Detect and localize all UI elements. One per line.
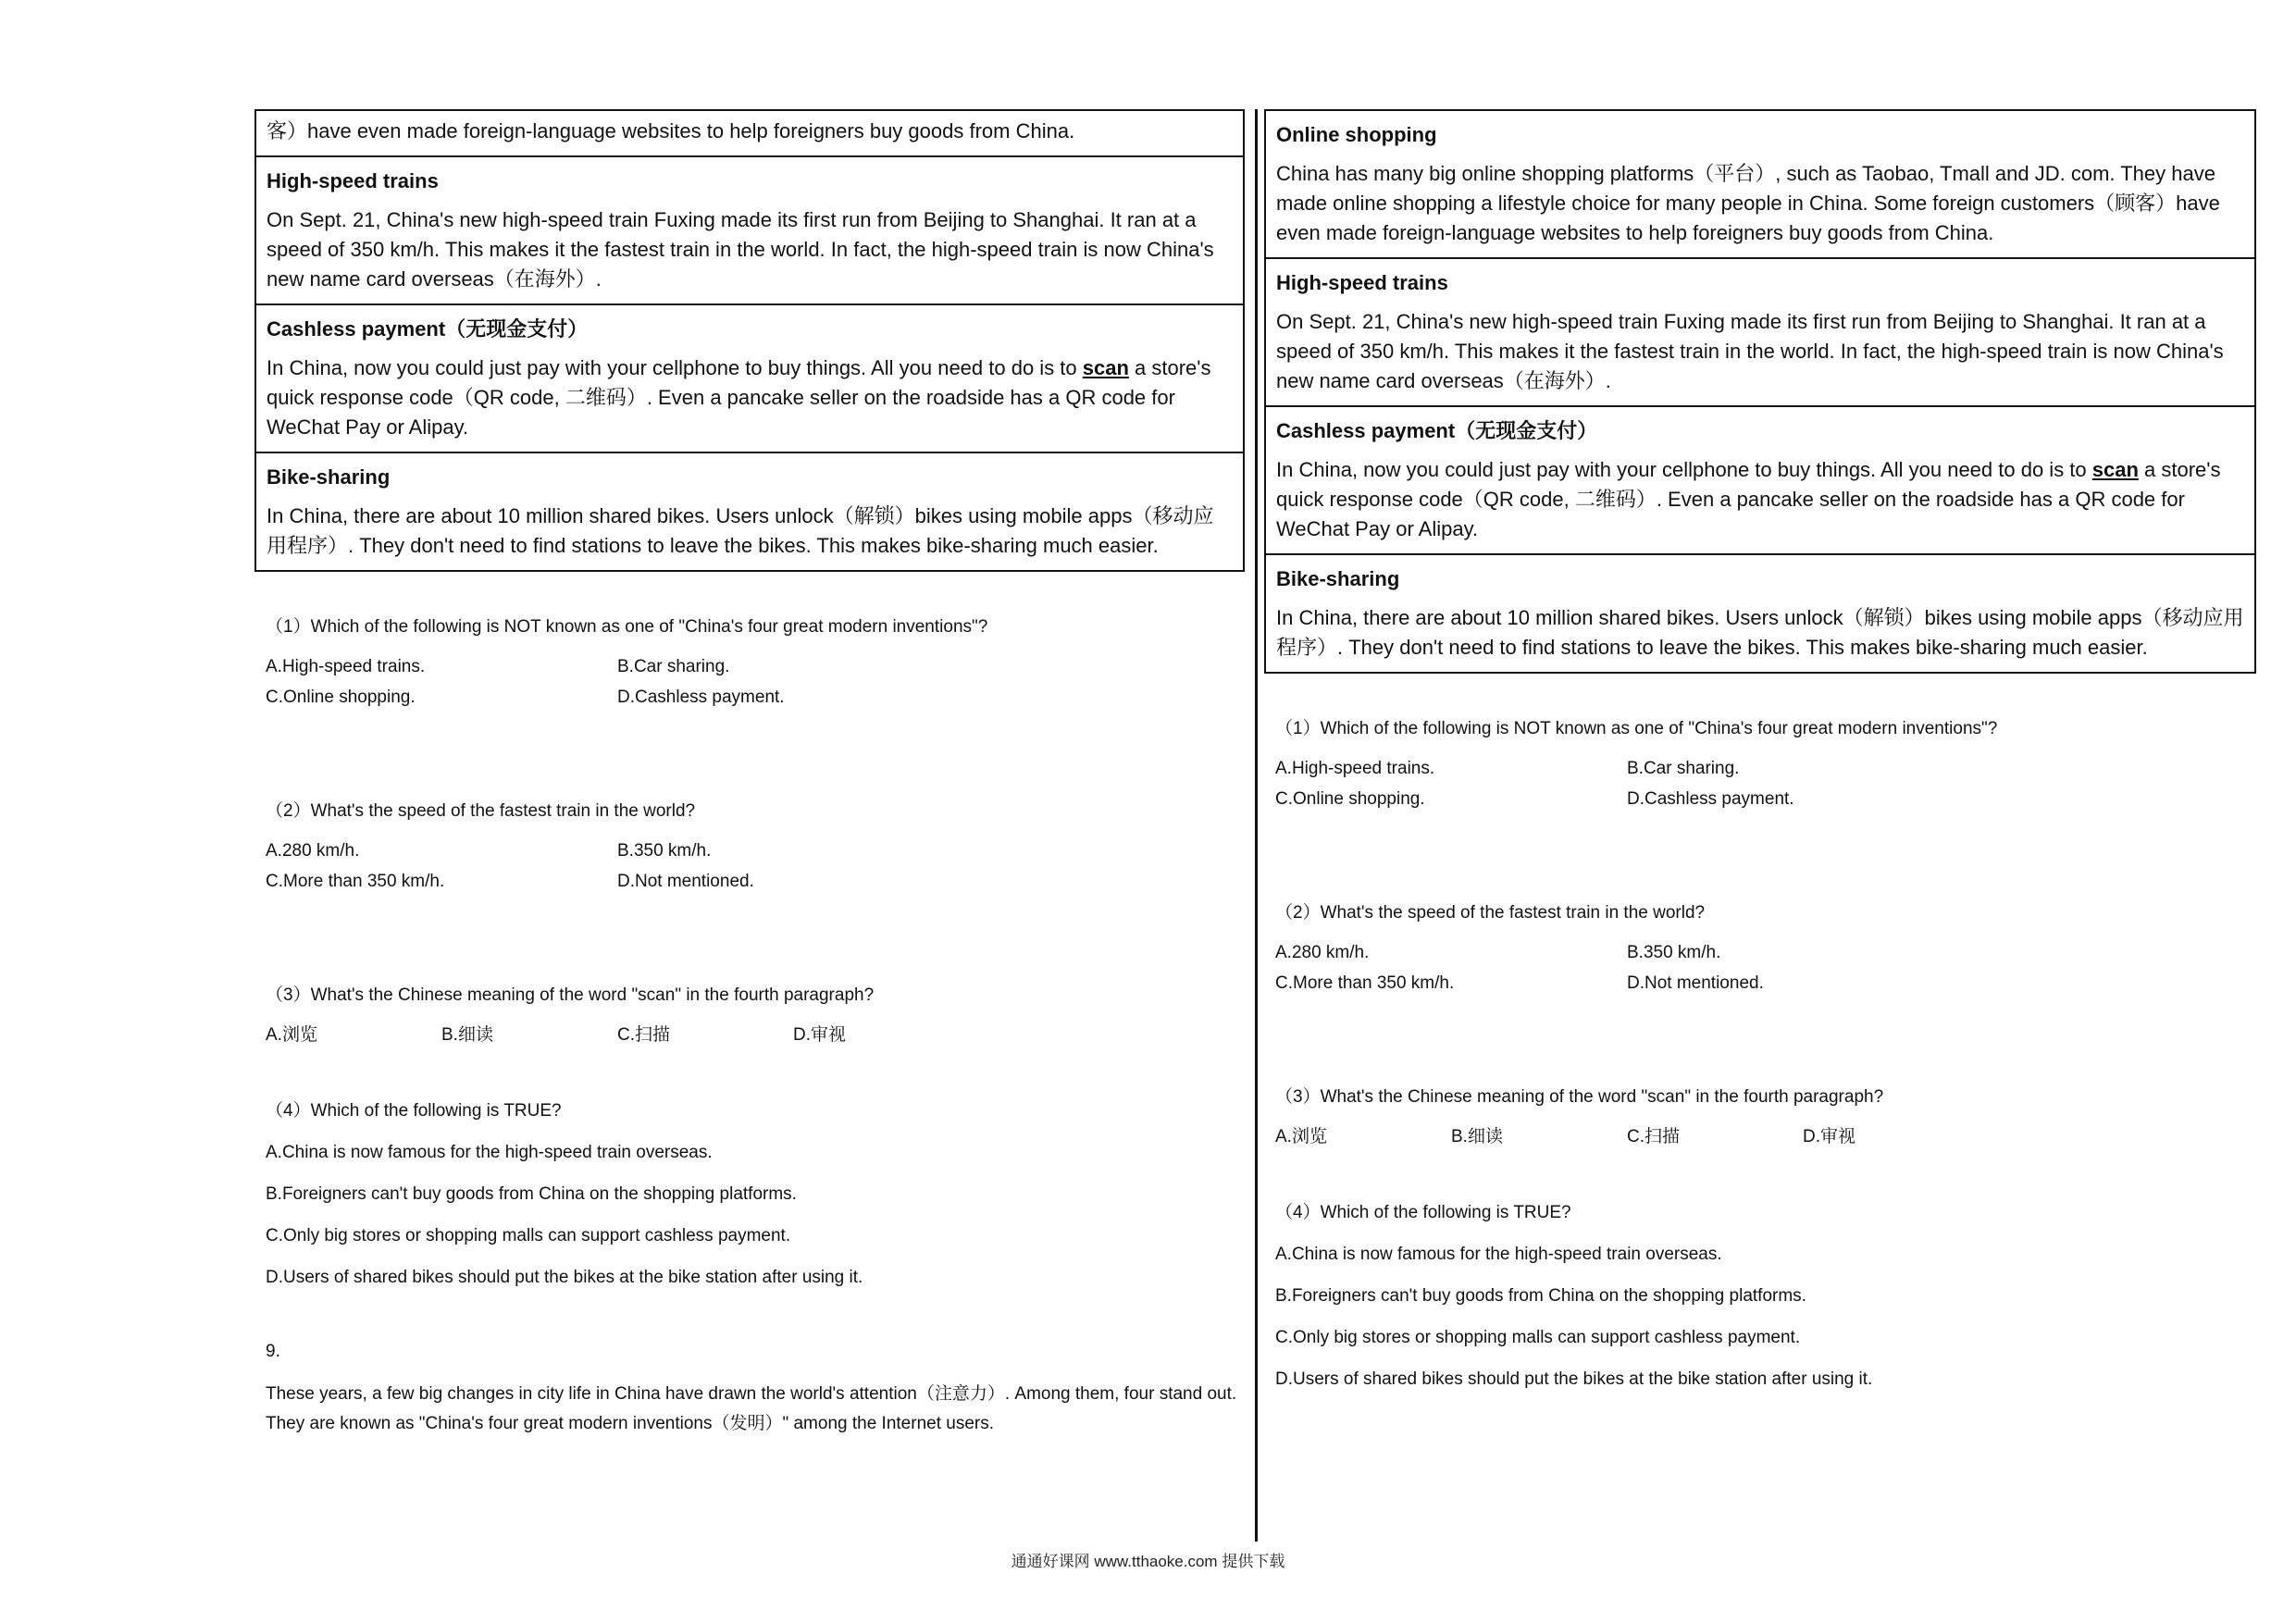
question-2-stem: （2）What's the speed of the fastest train in the world? [266,801,696,821]
passage-cell-bike [256,453,1243,570]
q3-option-d-right: D.审视 [1803,1127,1856,1146]
bike-text-right: In China, there are about 10 million shared bikes. Users unlock（解锁）bikes using mobile apps（移动应用程序）. They don't need to find stations to leave the bikes. This makes bike-sharing much easier. [1276,606,2244,659]
cashless-heading: Cashless payment（无现金支付） [267,317,589,341]
passage-cell-continuation [256,111,1243,157]
scan-word: scan [1082,356,1129,379]
q2-option-a-right: A.280 km/h. [1275,943,1370,962]
item-9-number: 9. [266,1342,280,1361]
cashless-text-end-right: a store's quick response code（QR code, 二维码）. Even a pancake seller on the roadside has a QR code for WeChat Pay or Alipay. [1276,458,2221,540]
question-4-right [1275,1199,2256,1394]
question-1-right [1275,715,2256,813]
q1-option-d-right: D.Cashless payment. [1627,789,1794,809]
q2-option-b-right: B.350 km/h. [1627,943,1721,962]
question-4 [266,1097,1245,1292]
passage-box [254,109,1245,572]
q3-option-b: B.细读 [441,1025,493,1045]
q4-option-d-right: D.Users of shared bikes should put the bikes at the bike station after using it. [1275,1369,1873,1389]
q3-option-a: A.浏览 [266,1025,317,1045]
q4-option-d: D.Users of shared bikes should put the bikes at the bike station after using it. [266,1268,863,1287]
q4-option-b: B.Foreigners can't buy goods from China on the shopping platforms. [266,1184,797,1204]
q4-option-c-right: C.Only big stores or shopping malls can support cashless payment. [1275,1328,1801,1347]
question-3-options-right [1275,1123,2256,1151]
question-4-stem-right: （4）Which of the following is TRUE? [1275,1203,1571,1222]
q3-option-a-right: A.浏览 [1275,1127,1327,1146]
question-2-options [266,837,1245,896]
q1-option-b-right: B.Car sharing. [1627,759,1740,778]
question-2-right [1275,899,2256,997]
cashless-text [267,353,1233,442]
trains-text-right: On Sept. 21, China's new high-speed train Fuxing made its first run from Beijing to Shanghai. It ran at a speed of 350 km/h. This makes it the fastest train in the world. In fact, the high-speed train is now China's new name card overseas（在海外）. [1276,310,2224,392]
question-1-options [266,653,1245,712]
q3-option-b-right: B.细读 [1451,1127,1503,1146]
q4-option-a-right: A.China is now famous for the high-speed train overseas. [1275,1245,1722,1264]
q2-option-a: A.280 km/h. [266,841,360,861]
page-footer: 通通好课网 www.tthaoke.com 提供下载 [1011,1553,1285,1570]
scan-word-right: scan [2091,458,2139,481]
cashless-text-start-right: In China, now you could just pay with your cellphone to buy things. All you need to do is to [1276,458,2092,481]
q2-option-d: D.Not mentioned. [617,872,754,891]
cashless-text-right [1276,455,2244,544]
item-9 [266,1338,1245,1439]
question-1 [266,613,1245,712]
column-divider [1255,109,1258,1542]
q4-option-c: C.Only big stores or shopping malls can support cashless payment. [266,1226,791,1245]
question-3-stem-right: （3）What's the Chinese meaning of the word "scan" in the fourth paragraph? [1275,1087,1884,1107]
passage-cell-cashless-right [1266,407,2254,555]
passage-continuation-text: 客）have even made foreign-language websites to help foreigners buy goods from China. [267,119,1075,142]
cashless-heading-right: Cashless payment（无现金支付） [1276,419,1598,442]
passage-cell-bike-right [1266,555,2254,672]
q2-option-c: C.More than 350 km/h. [266,872,445,891]
passage-cell-trains [256,157,1243,305]
question-1-options-right [1275,755,2256,813]
q2-option-c-right: C.More than 350 km/h. [1275,973,1455,993]
q1-option-c: C.Online shopping. [266,688,416,707]
question-1-stem: （1）Which of the following is NOT known as one of "China's four great modern inventions"? [266,617,988,637]
q1-option-a-right: A.High-speed trains. [1275,759,1435,778]
question-3 [266,982,1245,1049]
q3-option-c: C.扫描 [617,1025,671,1045]
q1-option-c-right: C.Online shopping. [1275,789,1425,809]
question-1-stem-right: （1）Which of the following is NOT known as one of "China's four great modern inventions"? [1275,719,1998,738]
q3-option-d: D.审视 [793,1025,847,1045]
question-2 [266,798,1245,896]
cashless-text-start: In China, now you could just pay with your cellphone to buy things. All you need to do is to [267,356,1083,379]
q1-option-a: A.High-speed trains. [266,657,426,676]
online-heading: Online shopping [1276,123,1437,146]
bike-text: In China, there are about 10 million shared bikes. Users unlock（解锁）bikes using mobile apps（移动应用程序）. They don't need to find stations to leave the bikes. This makes bike-sharing much easier. [267,504,1214,557]
question-3-options [266,1022,1245,1049]
trains-heading-right: High-speed trains [1276,271,1448,294]
cashless-text-end: a store's quick response code（QR code, 二维码）. Even a pancake seller on the roadside has a QR code for WeChat Pay or Alipay. [267,356,1211,439]
q4-option-a: A.China is now famous for the high-speed train overseas. [266,1143,713,1162]
trains-heading: High-speed trains [267,169,439,192]
q3-option-c-right: C.扫描 [1627,1127,1681,1146]
passage-cell-cashless [256,305,1243,453]
bike-heading-right: Bike-sharing [1276,567,1400,590]
question-3-stem: （3）What's the Chinese meaning of the word "scan" in the fourth paragraph? [266,985,875,1005]
q1-option-d: D.Cashless payment. [617,688,785,707]
question-2-options-right [1275,939,2256,997]
online-text: China has many big online shopping platforms（平台）, such as Taobao, Tmall and JD. com. They have made online shopping a lifestyle choice for many people in China. Some foreign customers（顾客）have even made foreign-language websites to help foreigners buy goods from China. [1276,162,2220,244]
q4-option-b-right: B.Foreigners can't buy goods from China on the shopping platforms. [1275,1286,1806,1306]
question-4-stem: （4）Which of the following is TRUE? [266,1101,562,1121]
left-column [254,109,1245,1439]
item-9-intro: These years, a few big changes in city life in China have drawn the world's attention（注意力）. Among them, four stand out. They are known as "China's four great modern inventions（发明）" among the Internet users. [266,1384,1237,1433]
question-2-stem-right: （2）What's the speed of the fastest train in the world? [1275,903,1706,923]
passage-cell-online [1266,111,2254,259]
question-3-right [1275,1084,2256,1151]
q2-option-d-right: D.Not mentioned. [1627,973,1764,993]
passage-box-right [1264,109,2256,674]
q2-option-b: B.350 km/h. [617,841,712,861]
right-column [1264,109,2256,1394]
q1-option-b: B.Car sharing. [617,657,730,676]
passage-cell-trains-right [1266,259,2254,407]
trains-text: On Sept. 21, China's new high-speed train Fuxing made its first run from Beijing to Shanghai. It ran at a speed of 350 km/h. This makes it the fastest train in the world. In fact, the high-speed train is now China's new name card overseas（在海外）. [267,208,1214,291]
bike-heading: Bike-sharing [267,465,391,489]
